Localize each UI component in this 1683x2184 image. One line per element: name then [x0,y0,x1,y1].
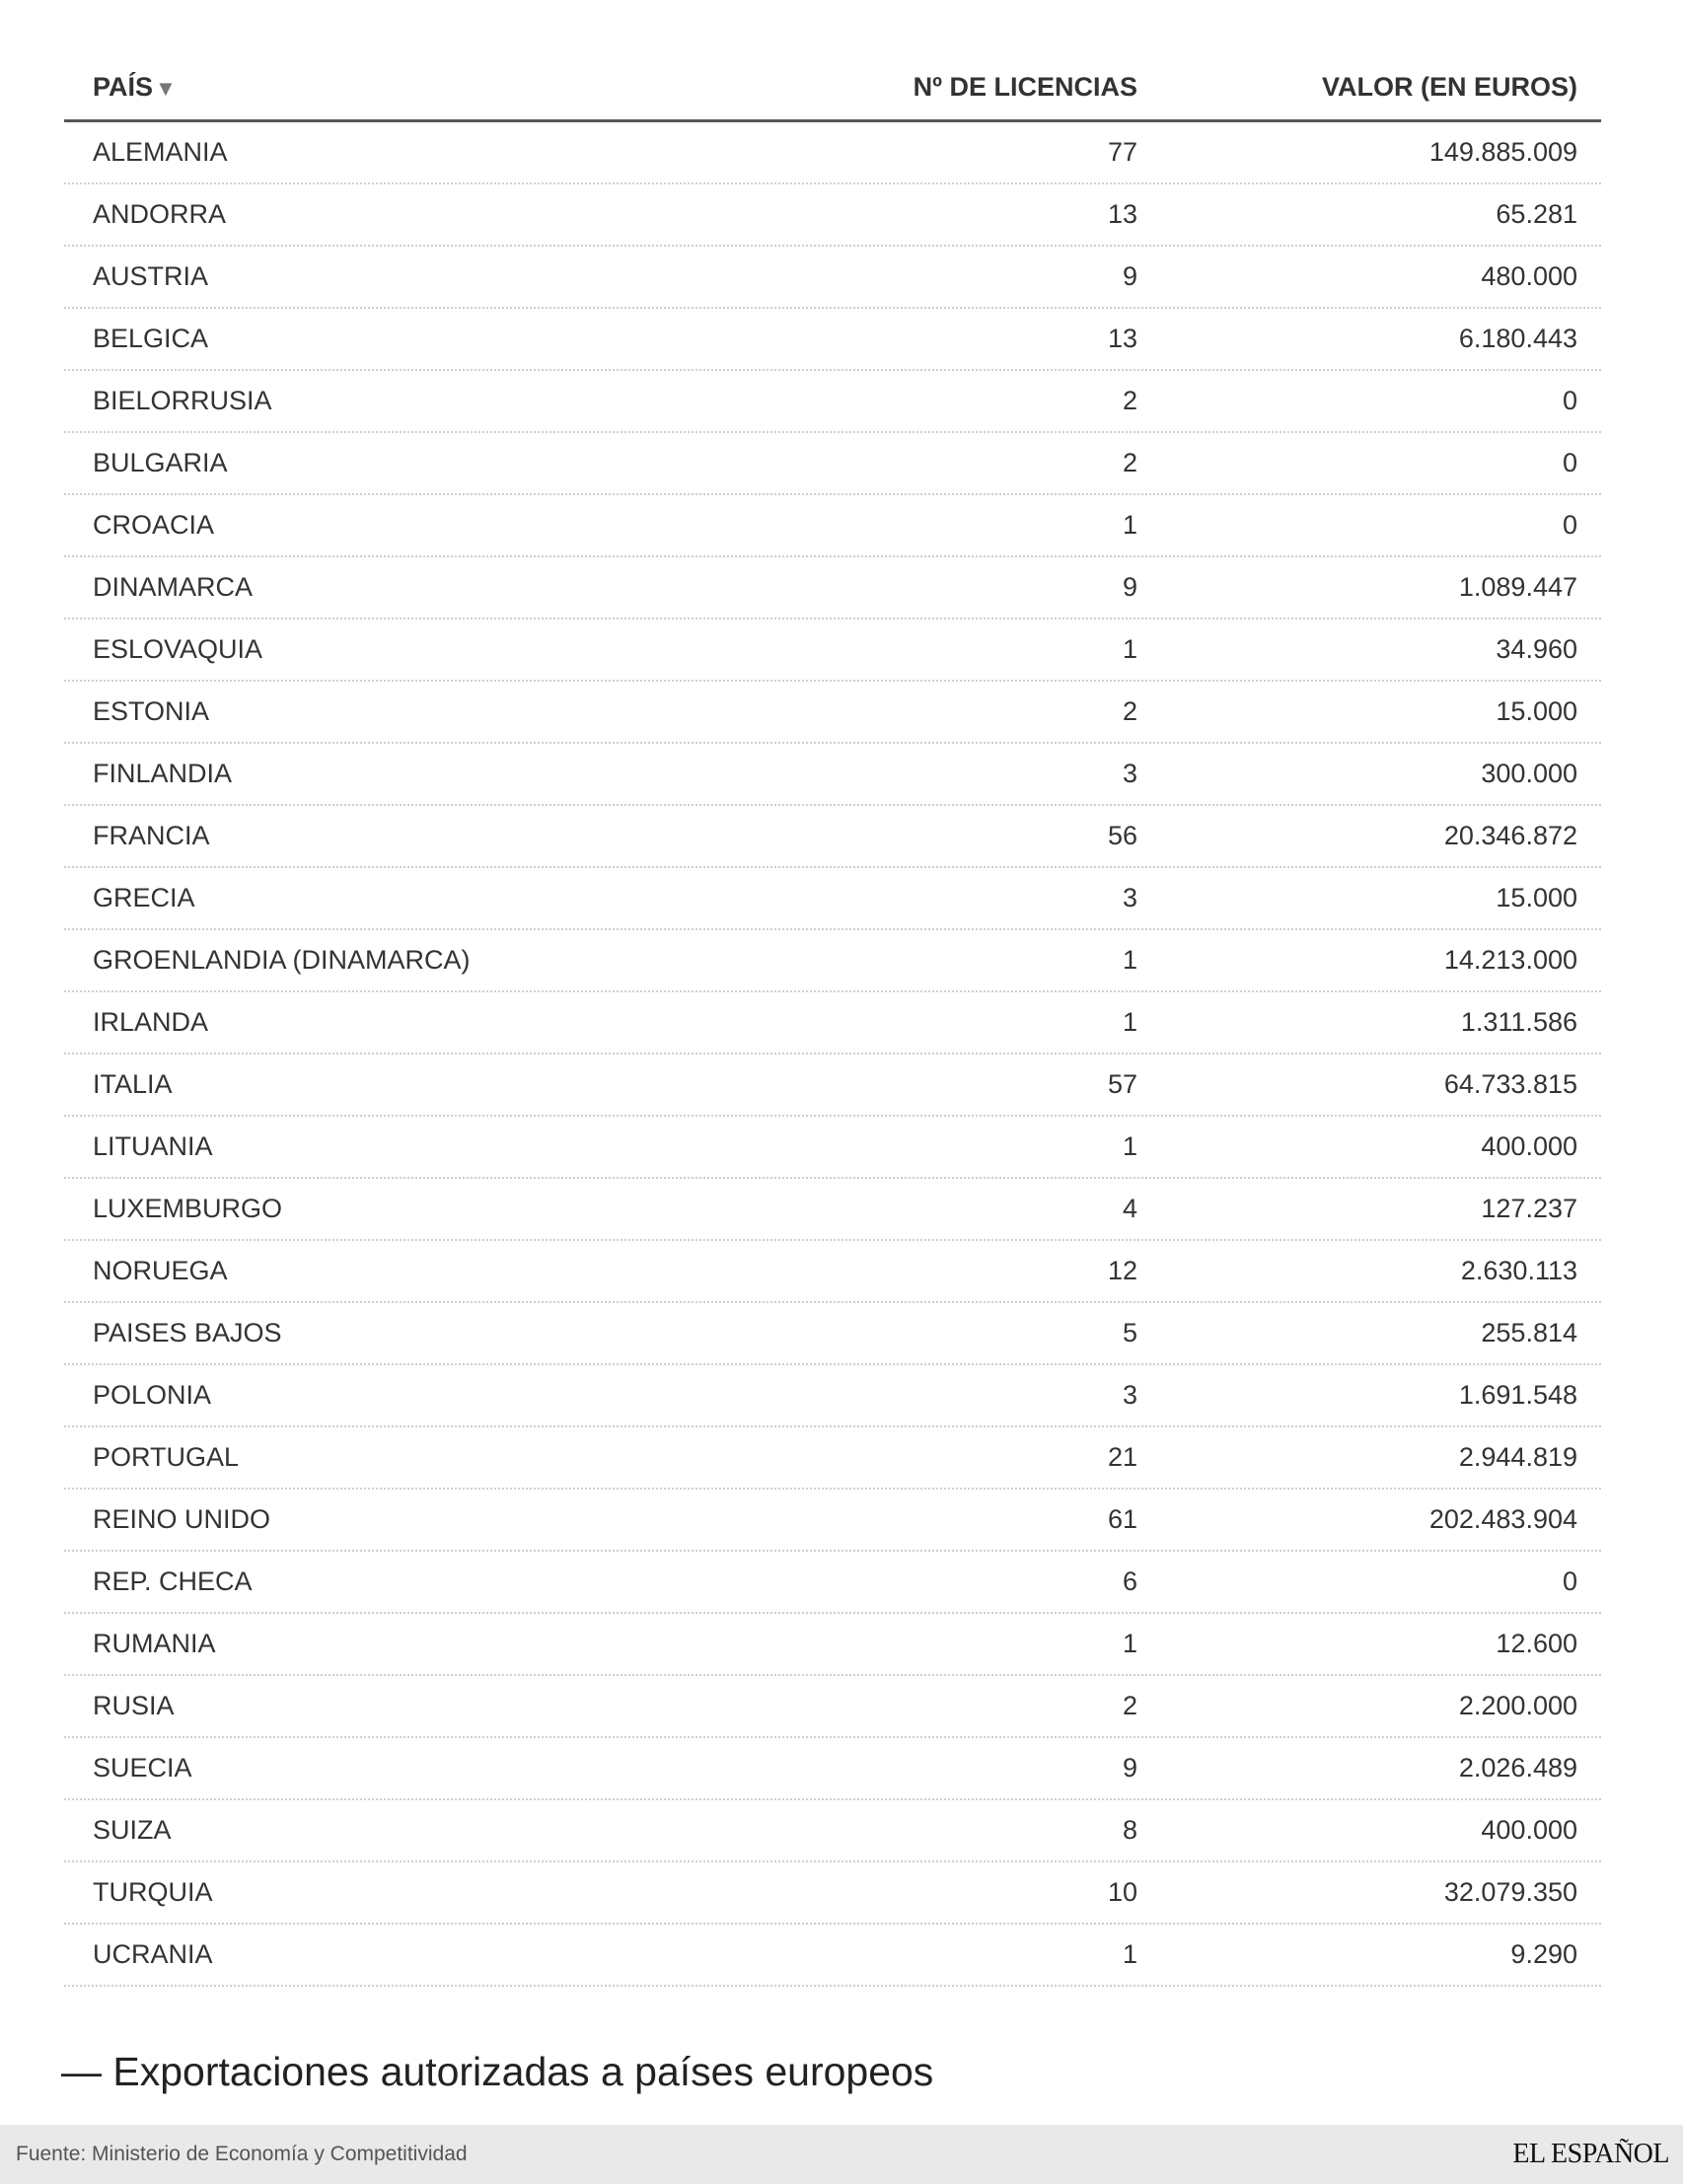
cell-country: BULGARIA [93,448,228,477]
cell-licenses: 5 [1122,1318,1137,1347]
table-row [64,1490,1601,1552]
cell-country: REP. CHECA [93,1566,253,1596]
cell-value: 255.814 [1481,1318,1577,1347]
footer-bar [0,2125,1683,2184]
table-row [64,1862,1601,1925]
table-row [64,1552,1601,1614]
sort-down-icon[interactable]: ▼ [155,76,177,101]
cell-country: ANDORRA [93,199,227,229]
cell-value: 400.000 [1481,1131,1577,1161]
table-row [64,1117,1601,1179]
table-row [64,1925,1601,1987]
table-row [64,1676,1601,1738]
cell-value: 149.885.009 [1428,137,1577,167]
cell-licenses: 77 [1107,137,1137,167]
cell-country: FINLANDIA [93,759,233,788]
cell-licenses: 2 [1122,448,1137,477]
table-row [64,619,1601,682]
cell-licenses: 13 [1107,324,1137,353]
cell-licenses: 1 [1122,1629,1137,1658]
licenses-table [64,55,1601,1987]
cell-country: RUSIA [93,1691,175,1720]
table-row [64,433,1601,495]
cell-licenses: 2 [1122,1691,1137,1720]
header-value[interactable]: VALOR (EN EUROS) [1321,72,1577,102]
cell-country: CROACIA [93,510,215,540]
table-row [64,1800,1601,1862]
cell-licenses: 2 [1122,386,1137,415]
cell-value: 480.000 [1481,261,1577,291]
cell-value: 6.180.443 [1458,324,1577,353]
cell-licenses: 6 [1122,1566,1137,1596]
table-row [64,1614,1601,1676]
table-row [64,1427,1601,1490]
cell-value: 1.089.447 [1458,572,1577,602]
table-row [64,1241,1601,1303]
table-row [64,495,1601,557]
table-row [64,371,1601,433]
cell-country: UCRANIA [93,1939,213,1969]
cell-value: 64.733.815 [1443,1069,1577,1099]
cell-licenses: 1 [1122,510,1137,540]
cell-value: 0 [1562,510,1577,540]
cell-licenses: 1 [1122,1939,1137,1969]
cell-value: 2.944.819 [1458,1442,1577,1472]
cell-licenses: 9 [1122,572,1137,602]
cell-country: ITALIA [93,1069,173,1099]
cell-country: PAISES BAJOS [93,1318,282,1347]
table-row [64,247,1601,309]
cell-licenses: 1 [1122,1007,1137,1037]
cell-licenses: 12 [1107,1256,1137,1285]
cell-licenses: 57 [1107,1069,1137,1099]
cell-country: ALEMANIA [93,137,228,167]
cell-country: BELGICA [93,324,209,353]
cell-licenses: 13 [1107,199,1137,229]
cell-country: REINO UNIDO [93,1504,271,1534]
cell-licenses: 56 [1107,821,1137,850]
cell-value: 1.691.548 [1458,1380,1577,1410]
cell-country: IRLANDA [93,1007,209,1037]
cell-licenses: 3 [1122,883,1137,912]
cell-country: FRANCIA [93,821,210,850]
cell-value: 2.630.113 [1460,1256,1577,1285]
table-row [64,1303,1601,1365]
cell-country: SUIZA [93,1815,172,1845]
cell-country: ESLOVAQUIA [93,634,263,664]
cell-country: POLONIA [93,1380,212,1410]
cell-value: 15.000 [1496,696,1577,726]
table-header [64,55,1601,122]
cell-licenses: 3 [1122,1380,1137,1410]
cell-value: 1.311.586 [1460,1007,1577,1037]
cell-value: 32.079.350 [1443,1877,1577,1907]
table-row [64,682,1601,744]
cell-licenses: 1 [1122,945,1137,975]
cell-value: 0 [1562,1566,1577,1596]
cell-country: TURQUIA [93,1877,213,1907]
cell-licenses: 3 [1122,759,1137,788]
cell-country: LITUANIA [93,1131,213,1161]
table-row [64,1738,1601,1800]
cell-value: 15.000 [1496,883,1577,912]
cell-licenses: 1 [1122,1131,1137,1161]
cell-country: GROENLANDIA (DINAMARCA) [93,945,471,975]
cell-country: NORUEGA [93,1256,228,1285]
cell-value: 2.200.000 [1458,1691,1577,1720]
cell-value: 2.026.489 [1458,1753,1577,1783]
table-row [64,806,1601,868]
table-row [64,557,1601,619]
cell-value: 202.483.904 [1428,1504,1577,1534]
cell-value: 400.000 [1481,1815,1577,1845]
brand-logo: EL ESPAÑOL [1512,2139,1669,2169]
cell-value: 0 [1562,386,1577,415]
table-row [64,930,1601,992]
cell-country: RUMANIA [93,1629,216,1658]
cell-value: 20.346.872 [1443,821,1577,850]
table-row [64,868,1601,930]
table-row [64,1179,1601,1241]
cell-country: GRECIA [93,883,195,912]
cell-value: 12.600 [1496,1629,1577,1658]
cell-value: 0 [1562,448,1577,477]
cell-value: 34.960 [1496,634,1577,664]
cell-licenses: 8 [1122,1815,1137,1845]
cell-licenses: 1 [1122,634,1137,664]
cell-country: AUSTRIA [93,261,209,291]
table-row [64,122,1601,184]
cell-country: ESTONIA [93,696,210,726]
table-row [64,1055,1601,1117]
cell-value: 127.237 [1481,1194,1577,1223]
cell-country: DINAMARCA [93,572,254,602]
header-licenses[interactable]: Nº DE LICENCIAS [913,72,1137,102]
cell-licenses: 61 [1107,1504,1137,1534]
chart-caption: — Exportaciones autorizadas a países europeos [61,2049,934,2094]
cell-licenses: 4 [1122,1194,1137,1223]
source-note: Fuente: Ministerio de Economía y Competitividad [16,2143,468,2165]
header-country[interactable] [64,72,782,103]
table-row [64,992,1601,1055]
header-country-label: PAÍS [93,72,154,102]
table-row [64,1365,1601,1427]
cell-value: 9.290 [1510,1939,1577,1969]
table-body [64,122,1601,1987]
cell-country: BIELORRUSIA [93,386,272,415]
cell-value: 65.281 [1496,199,1577,229]
cell-value: 300.000 [1481,759,1577,788]
table-row [64,184,1601,247]
cell-licenses: 21 [1107,1442,1137,1472]
cell-country: SUECIA [93,1753,192,1783]
cell-licenses: 9 [1122,1753,1137,1783]
cell-licenses: 2 [1122,696,1137,726]
table-row [64,744,1601,806]
cell-value: 14.213.000 [1443,945,1577,975]
cell-licenses: 9 [1122,261,1137,291]
table-row [64,309,1601,371]
cell-country: LUXEMBURGO [93,1194,283,1223]
cell-country: PORTUGAL [93,1442,240,1472]
cell-licenses: 10 [1107,1877,1137,1907]
